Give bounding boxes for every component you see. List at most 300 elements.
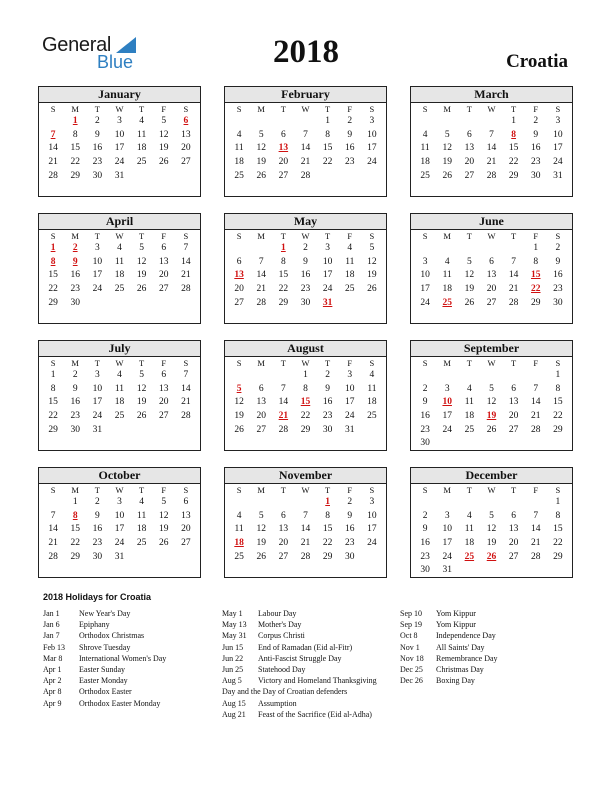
- day-cell: 2: [555, 243, 561, 253]
- day-cell: 21: [300, 538, 311, 549]
- day-cell: 25: [136, 157, 147, 168]
- holiday-day-cell: 1: [325, 497, 330, 507]
- day-cell: 17: [553, 143, 563, 154]
- holiday-day-cell: 31: [322, 297, 333, 308]
- weekday-header: T: [94, 104, 100, 114]
- month-january: [38, 86, 201, 197]
- weekday-header: S: [50, 231, 56, 241]
- holiday-column: [43, 608, 166, 709]
- day-cell: 12: [159, 510, 169, 521]
- weekday-header: M: [71, 485, 79, 495]
- day-cell: 6: [280, 510, 286, 521]
- day-cell: 3: [347, 370, 353, 380]
- day-cell: 24: [345, 411, 355, 422]
- day-cell: 30: [531, 170, 541, 181]
- day-cell: 16: [300, 270, 311, 281]
- holiday-day-cell: 25: [464, 551, 475, 562]
- weekday-header: M: [257, 104, 265, 114]
- day-cell: 18: [114, 397, 125, 408]
- day-cell: 7: [258, 256, 264, 267]
- day-cell: 7: [511, 256, 516, 267]
- month-title: April: [39, 214, 200, 230]
- empty-day-cell: [458, 369, 480, 383]
- day-cell: 23: [92, 157, 103, 168]
- day-cell: 18: [442, 284, 452, 295]
- holiday-day-cell: 25: [442, 297, 452, 308]
- day-cell: 6: [161, 370, 167, 380]
- day-cell: 11: [114, 383, 125, 394]
- holiday-name: Orthodox Easter Monday: [79, 698, 161, 708]
- holidays-title: 2018 Holidays for Croatia: [43, 592, 152, 602]
- day-cell: 15: [553, 397, 563, 408]
- holiday-day-cell: 22: [531, 284, 541, 295]
- holiday-day-cell: 2: [72, 243, 78, 253]
- holiday-name: Feast of the Sacrifice (Eid al-Adha): [258, 709, 372, 719]
- empty-day-cell: [436, 242, 458, 256]
- day-cell: 17: [114, 143, 125, 154]
- holiday-day-cell: 6: [183, 116, 189, 126]
- day-cell: 21: [508, 284, 519, 295]
- day-cell: 16: [322, 397, 333, 408]
- day-cell: 10: [322, 256, 333, 267]
- holiday-date: Jan 6: [43, 620, 60, 630]
- weekday-header: M: [443, 358, 451, 368]
- day-cell: 1: [511, 116, 516, 126]
- month-title: August: [225, 341, 386, 357]
- day-cell: 10: [367, 129, 377, 140]
- day-cell: 24: [92, 411, 103, 422]
- weekday-header: W: [115, 104, 124, 114]
- day-cell: 16: [345, 524, 355, 535]
- weekday-header: T: [280, 358, 286, 368]
- empty-day-cell: [458, 115, 480, 129]
- holiday-name: Anti-Fascist Struggle Day: [258, 653, 342, 663]
- day-cell: 13: [256, 397, 266, 408]
- month-may: [224, 213, 387, 324]
- day-cell: 27: [181, 157, 191, 168]
- day-cell: 13: [159, 383, 169, 394]
- holiday-date: Jun 22: [222, 653, 244, 663]
- day-cell: 12: [464, 270, 475, 281]
- holiday-date: Dec 25: [400, 664, 423, 674]
- day-cell: 19: [136, 397, 147, 408]
- day-cell: 28: [531, 551, 541, 562]
- day-cell: 16: [345, 143, 355, 154]
- day-cell: 6: [161, 243, 167, 253]
- day-cell: 8: [50, 383, 56, 394]
- month-grid: [411, 230, 572, 310]
- day-cell: 22: [70, 157, 80, 168]
- day-cell: 22: [278, 284, 289, 295]
- day-cell: 27: [159, 411, 169, 422]
- day-cell: 25: [234, 170, 244, 181]
- holiday-date: Aug 5: [222, 676, 242, 686]
- holiday-name: Epiphany: [79, 620, 110, 630]
- day-cell: 24: [114, 538, 125, 549]
- day-cell: 10: [367, 510, 377, 521]
- weekday-header: T: [511, 358, 517, 368]
- day-cell: 10: [420, 270, 430, 281]
- day-cell: 1: [325, 116, 330, 126]
- day-cell: 20: [508, 411, 519, 422]
- day-cell: 26: [486, 424, 497, 435]
- day-cell: 2: [303, 243, 308, 253]
- holiday-day-cell: 15: [300, 397, 311, 408]
- day-cell: 12: [256, 524, 266, 535]
- weekday-header: S: [422, 231, 428, 241]
- day-cell: 24: [420, 297, 430, 308]
- day-cell: 3: [422, 256, 428, 267]
- day-cell: 18: [464, 411, 475, 422]
- day-cell: 28: [181, 284, 191, 295]
- day-cell: 3: [325, 243, 330, 253]
- holiday-row: [43, 653, 166, 664]
- day-cell: 31: [345, 424, 355, 435]
- day-cell: 14: [278, 397, 289, 408]
- month-title: November: [225, 468, 386, 484]
- weekday-header: W: [487, 485, 496, 495]
- weekday-header: F: [347, 104, 353, 114]
- day-cell: 11: [137, 510, 147, 521]
- holiday-row: [43, 675, 166, 686]
- weekday-header: T: [94, 358, 100, 368]
- empty-day-cell: [458, 496, 480, 510]
- month-grid: [225, 484, 386, 564]
- day-cell: 11: [367, 383, 377, 394]
- day-cell: 1: [533, 243, 539, 253]
- holiday-date: Jan 7: [43, 631, 60, 641]
- weekday-header: M: [257, 485, 265, 495]
- day-cell: 13: [464, 143, 475, 154]
- weekday-header: T: [466, 104, 472, 114]
- day-cell: 27: [234, 297, 244, 308]
- month-september: [410, 340, 573, 451]
- day-cell: 29: [70, 170, 80, 181]
- holiday-name: New Year's Day: [79, 609, 131, 618]
- day-cell: 27: [508, 424, 519, 435]
- day-cell: 31: [114, 170, 125, 181]
- month-title: May: [225, 214, 386, 230]
- weekday-header: F: [161, 104, 167, 114]
- day-cell: 24: [367, 538, 377, 549]
- weekday-header: F: [161, 358, 167, 368]
- day-cell: 28: [278, 424, 289, 435]
- day-cell: 8: [555, 383, 561, 394]
- weekday-header: S: [236, 358, 242, 368]
- day-cell: 20: [181, 143, 191, 154]
- day-cell: 11: [442, 270, 452, 281]
- day-cell: 3: [555, 116, 561, 126]
- empty-day-cell: [272, 369, 294, 383]
- day-cell: 13: [181, 129, 191, 140]
- weekday-header: S: [236, 485, 242, 495]
- day-cell: 5: [161, 116, 167, 126]
- empty-day-cell: [503, 496, 525, 510]
- weekday-header: F: [533, 231, 539, 241]
- day-cell: 26: [367, 284, 377, 295]
- day-cell: 27: [159, 284, 169, 295]
- day-cell: 25: [234, 551, 244, 562]
- weekday-header: F: [533, 104, 539, 114]
- holiday-row: [222, 686, 377, 697]
- holiday-row: [43, 642, 166, 653]
- day-cell: 1: [50, 370, 56, 380]
- day-cell: 23: [300, 284, 311, 295]
- day-cell: 25: [420, 170, 430, 181]
- day-cell: 10: [114, 510, 125, 521]
- day-cell: 10: [92, 383, 103, 394]
- weekday-header: S: [183, 104, 189, 114]
- day-cell: 7: [303, 510, 308, 521]
- day-cell: 3: [369, 116, 375, 126]
- holiday-row: [222, 630, 377, 641]
- holiday-date: Jun 15: [222, 642, 244, 652]
- holiday-date: Apr 9: [43, 698, 62, 708]
- day-cell: 12: [442, 143, 452, 154]
- day-cell: 24: [92, 284, 103, 295]
- day-cell: 10: [114, 129, 125, 140]
- day-cell: 24: [114, 157, 125, 168]
- holiday-day-cell: 19: [486, 411, 497, 422]
- day-cell: 3: [94, 370, 100, 380]
- empty-day-cell: [228, 369, 250, 383]
- holiday-date: Apr 1: [43, 664, 62, 674]
- weekday-header: T: [139, 231, 145, 241]
- month-february: [224, 86, 387, 197]
- day-cell: 28: [531, 424, 541, 435]
- day-cell: 13: [181, 510, 191, 521]
- day-cell: 5: [466, 256, 472, 267]
- holiday-name: Victory and Homeland Thanksgiving: [258, 676, 377, 686]
- day-cell: 22: [48, 411, 58, 422]
- holiday-date: Mar 8: [43, 653, 63, 663]
- holiday-day-cell: 9: [72, 256, 78, 267]
- day-cell: 5: [258, 129, 264, 140]
- day-cell: 23: [345, 538, 355, 549]
- holiday-day-cell: 8: [511, 129, 516, 140]
- day-cell: 17: [322, 270, 333, 281]
- holiday-row: [43, 619, 166, 630]
- day-cell: 2: [422, 510, 428, 521]
- day-cell: 19: [486, 538, 497, 549]
- day-cell: 14: [256, 270, 266, 281]
- holiday-day-cell: 8: [50, 256, 56, 267]
- holiday-name: Yom Kippur: [436, 620, 476, 630]
- empty-day-cell: [480, 242, 502, 256]
- empty-day-cell: [294, 496, 316, 510]
- weekday-header: S: [422, 104, 428, 114]
- day-cell: 4: [466, 383, 472, 394]
- holiday-date: May 31: [222, 631, 247, 641]
- day-cell: 17: [92, 397, 103, 408]
- weekday-header: T: [511, 104, 517, 114]
- weekday-header: T: [139, 485, 145, 495]
- day-cell: 30: [70, 424, 80, 435]
- empty-day-cell: [525, 369, 547, 383]
- day-cell: 31: [114, 551, 125, 562]
- day-cell: 7: [183, 370, 189, 380]
- day-cell: 9: [347, 129, 353, 140]
- empty-day-cell: [294, 115, 316, 129]
- day-cell: 17: [345, 397, 355, 408]
- day-cell: 30: [300, 297, 311, 308]
- day-cell: 14: [486, 143, 497, 154]
- day-cell: 15: [70, 524, 80, 535]
- holiday-day-cell: 13: [234, 270, 244, 281]
- day-cell: 26: [136, 284, 147, 295]
- day-cell: 6: [489, 256, 494, 267]
- day-cell: 29: [531, 297, 541, 308]
- day-cell: 12: [486, 524, 497, 535]
- month-grid: [39, 103, 200, 183]
- holiday-name: International Women's Day: [79, 653, 167, 663]
- day-cell: 11: [114, 256, 125, 267]
- month-grid: [411, 357, 572, 451]
- holiday-row: [400, 608, 498, 619]
- day-cell: 3: [444, 383, 450, 394]
- day-cell: 18: [114, 270, 125, 281]
- day-cell: 30: [92, 551, 103, 562]
- weekday-header: S: [183, 231, 189, 241]
- day-cell: 20: [234, 284, 244, 295]
- weekday-header: M: [71, 231, 79, 241]
- day-cell: 15: [553, 524, 563, 535]
- holiday-row: [400, 619, 498, 630]
- holiday-row: [222, 698, 377, 709]
- day-cell: 17: [442, 538, 452, 549]
- day-cell: 16: [420, 411, 430, 422]
- day-cell: 9: [94, 510, 100, 521]
- day-cell: 18: [367, 397, 377, 408]
- weekday-header: S: [422, 485, 428, 495]
- day-cell: 20: [159, 397, 169, 408]
- holiday-name: Remembrance Day: [436, 653, 498, 663]
- holiday-name: Day and the Day of Croatian defenders: [222, 687, 348, 697]
- day-cell: 7: [183, 243, 189, 253]
- weekday-header: M: [257, 358, 265, 368]
- empty-day-cell: [414, 496, 436, 510]
- weekday-header: W: [487, 231, 496, 241]
- weekday-header: F: [533, 358, 539, 368]
- weekday-header: T: [325, 358, 331, 368]
- day-cell: 29: [553, 551, 563, 562]
- day-cell: 5: [369, 243, 375, 253]
- day-cell: 20: [508, 538, 519, 549]
- holiday-date: Oct 8: [400, 631, 418, 641]
- day-cell: 23: [531, 157, 541, 168]
- month-june: [410, 213, 573, 324]
- holiday-day-cell: 10: [442, 397, 452, 408]
- holiday-name: Corpus Christi: [258, 631, 305, 641]
- day-cell: 11: [137, 129, 147, 140]
- day-cell: 20: [181, 524, 191, 535]
- empty-day-cell: [458, 242, 480, 256]
- empty-day-cell: [480, 115, 502, 129]
- day-cell: 28: [181, 411, 191, 422]
- empty-day-cell: [228, 115, 250, 129]
- country-name: Croatia: [506, 51, 568, 72]
- day-cell: 9: [72, 383, 78, 394]
- empty-day-cell: [414, 115, 436, 129]
- empty-day-cell: [480, 496, 502, 510]
- day-cell: 26: [256, 170, 266, 181]
- weekday-header: M: [443, 485, 451, 495]
- day-cell: 7: [280, 383, 286, 394]
- day-cell: 30: [553, 297, 563, 308]
- day-cell: 13: [159, 256, 169, 267]
- empty-day-cell: [250, 369, 272, 383]
- weekday-header: S: [50, 358, 56, 368]
- day-cell: 9: [422, 524, 428, 535]
- holiday-date: May 1: [222, 609, 243, 618]
- day-cell: 6: [236, 256, 242, 267]
- day-cell: 4: [236, 129, 242, 140]
- day-cell: 21: [531, 538, 541, 549]
- day-cell: 18: [345, 270, 355, 281]
- day-cell: 4: [369, 370, 375, 380]
- holiday-day-cell: 1: [50, 243, 56, 253]
- weekday-header: M: [443, 231, 451, 241]
- empty-day-cell: [480, 369, 502, 383]
- weekday-header: S: [369, 485, 375, 495]
- day-cell: 25: [136, 538, 147, 549]
- day-cell: 2: [94, 497, 100, 507]
- day-cell: 17: [420, 284, 430, 295]
- day-cell: 4: [466, 510, 472, 521]
- day-cell: 19: [256, 538, 266, 549]
- day-cell: 26: [234, 424, 244, 435]
- weekday-header: M: [257, 231, 265, 241]
- month-july: [38, 340, 201, 451]
- day-cell: 13: [278, 524, 289, 535]
- day-cell: 15: [70, 143, 80, 154]
- day-cell: 24: [553, 157, 563, 168]
- holiday-row: [222, 709, 377, 720]
- holiday-name: Yom Kippur: [436, 609, 476, 618]
- holiday-date: Nov 18: [400, 653, 424, 663]
- month-title: September: [411, 341, 572, 357]
- day-cell: 5: [489, 510, 494, 521]
- day-cell: 9: [325, 383, 330, 394]
- empty-day-cell: [250, 242, 272, 256]
- empty-day-cell: [228, 496, 250, 510]
- day-cell: 21: [181, 397, 191, 408]
- day-cell: 19: [367, 270, 377, 281]
- day-cell: 22: [300, 411, 311, 422]
- empty-day-cell: [228, 242, 250, 256]
- holiday-day-cell: 15: [531, 270, 541, 281]
- holiday-name: Orthodox Christmas: [79, 631, 145, 641]
- day-cell: 1: [555, 370, 561, 380]
- day-cell: 28: [48, 551, 58, 562]
- day-cell: 18: [136, 524, 147, 535]
- day-cell: 10: [345, 383, 355, 394]
- day-cell: 4: [444, 256, 450, 267]
- day-cell: 14: [300, 524, 311, 535]
- weekday-header: T: [325, 485, 331, 495]
- day-cell: 19: [256, 157, 266, 168]
- day-cell: 7: [489, 129, 494, 140]
- weekday-header: W: [301, 104, 310, 114]
- holiday-day-cell: 13: [278, 143, 289, 154]
- month-april: [38, 213, 201, 324]
- weekday-header: W: [115, 231, 124, 241]
- day-cell: 18: [234, 157, 244, 168]
- day-cell: 20: [256, 411, 266, 422]
- day-cell: 24: [367, 157, 377, 168]
- weekday-header: T: [280, 485, 286, 495]
- day-cell: 15: [322, 524, 333, 535]
